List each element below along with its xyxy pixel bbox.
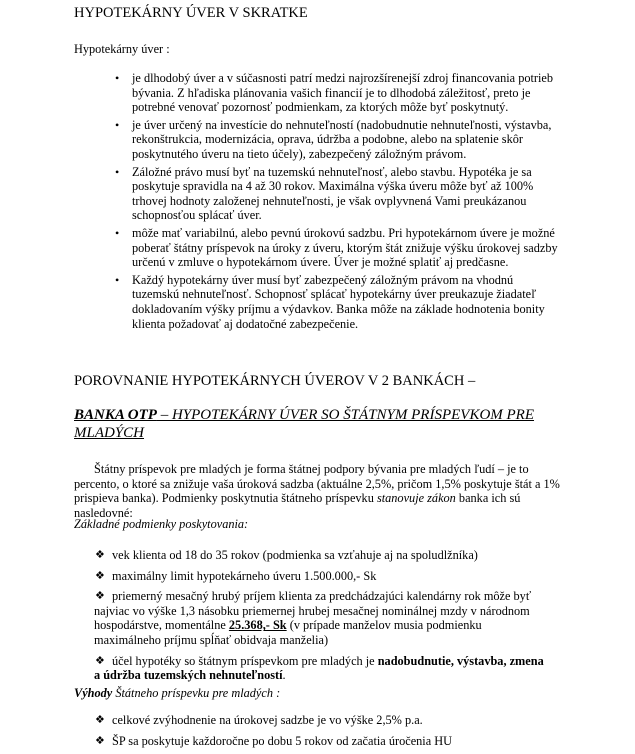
- list-item: • je dlhodobý úver a v súčasnosti patrí medzi najrozšírenejší zdroj financovania potrieb bývania. Z hľadiska plánovania vašich financií je to dlhodobá záležitosť, preto je potrebné venovať pozornosť podmienkam, za ktorých môže byť poskytnutý.: [0, 71, 562, 115]
- diamond-arrow-icon: ❖: [95, 713, 105, 726]
- condition-text: priemerný mesačný hrubý príjem klienta za predchádzajúci kalendárny rok môže byť najviac vo výške 1,3 násobku priemernej hrubej mesačnej nominálnej mzdy v národnom hospodárstve, momentálne: [94, 589, 532, 633]
- paragraph-text-a: Štátny príspevok pre mladých je forma štátnej podpory bývania pre mladých ľudí – je to percento, o ktoré sa znižuje vaša úroková sadzba (aktuálne 2,5%, pričom 1,5% poskytuje štát a 1% prispieva banka). Podmienky poskytnutia štátneho príspevku: [74, 462, 560, 506]
- list-item: • Každý hypotekárny úver musí byť zabezpečený záložným právom na vhodnú tuzemskú nehnuteľnosť. Schopnosť splácať hypotekárny úver preukazuje žiadateľ dokladovaním výšky príjmu a výdavkov. Banka môže na základe hodnotenia bonity klienta požadovať aj dodatočné zabezpečenie.: [0, 273, 562, 331]
- list-item: [0, 548, 565, 563]
- list-item: • Záložné právo musí byť na tuzemskú nehnuteľnosť, alebo stavbu. Hypotéka je sa poskytuje spravidla na 4 až 30 rokov. Maximálna výška úveru môže byť až 100% trhovej hodnoty založenej nehnuteľnosti, je však ovplyvnená Vami preukázanou schopnosťou splácať úver.: [0, 165, 562, 223]
- benefits-label-bold: Výhody: [74, 686, 113, 700]
- list-item: • môže mať variabilnú, alebo pevnú úrokovú sadzbu. Pri hypotekárnom úvere je možné poberať štátny príspevok na úroky z úveru, ktorým štát znižuje výšku úrokovej sadzby určenú v zmluve o hypotekárnom úvere. Úver je možné splatiť aj predčasne.: [0, 226, 562, 270]
- income-limit-value: 25.368,- Sk: [228, 618, 287, 633]
- list-item: [0, 654, 547, 683]
- list-item: • je úver určený na investície do nehnuteľností (nadobudnutie nehnuteľnosti, výstavba, rekonštrukcia, modernizácia, oprava, údržba a podobne, alebo na splatenie skôr poskytnutého úveru na tieto účely), zabezpečený záložným právom.: [0, 118, 562, 162]
- bank-heading: [74, 406, 554, 442]
- document-title: HYPOTEKÁRNY ÚVER V SKRATKE: [74, 5, 308, 21]
- list-item: [0, 734, 565, 749]
- bank-heading-rest: – HYPOTEKÁRNY ÚVER SO ŠTÁTNYM PRÍSPEVKOM PRE MLADÝCH: [74, 407, 535, 441]
- list-item: [0, 589, 547, 647]
- benefits-list: [0, 713, 635, 754]
- condition-text: (v prípade manželov musia podmienku maximálneho príjmu spĺňať obidvaja manželia): [94, 618, 482, 647]
- benefits-label-rest: Štátneho príspevku pre mladých :: [112, 686, 281, 700]
- benefit-text: celkové zvýhodnenie na úrokovej sadzbe je vo výške 2,5% p.a.: [112, 713, 423, 727]
- bank-name: BANKA OTP: [74, 407, 157, 423]
- definition-list: [0, 71, 635, 334]
- condition-text: vek klienta od 18 do 35 rokov (podmienka sa vzťahuje aj na spoludlžníka): [112, 548, 478, 562]
- diamond-arrow-icon: ❖: [95, 589, 105, 603]
- purpose-bold: nadobudnutie, výstavba, zmena a údržba tuzemských nehnuteľností: [94, 653, 544, 683]
- conditions-list: [0, 548, 635, 683]
- section-title: POROVNANIE HYPOTEKÁRNYCH ÚVEROV V 2 BANKÁCH –: [74, 373, 476, 389]
- diamond-arrow-icon: ❖: [95, 568, 105, 582]
- diamond-arrow-icon: ❖: [95, 733, 105, 747]
- paragraph-italic: stanovuje zákon: [376, 491, 456, 506]
- benefits-label: [74, 686, 280, 701]
- diamond-arrow-icon: ❖: [95, 653, 105, 667]
- condition-text: .: [282, 668, 286, 683]
- list-item: [0, 713, 565, 728]
- benefit-text: ŠP sa poskytuje každoročne po dobu 5 rokov od začatia úročenia HU: [112, 733, 453, 748]
- intro-label: Hypotekárny úver :: [74, 42, 170, 56]
- conditions-label: Základné podmienky poskytovania:: [74, 517, 249, 531]
- list-item: [0, 569, 565, 584]
- diamond-arrow-icon: ❖: [95, 548, 105, 561]
- condition-text: maximálny limit hypotekárneho úveru 1.500.000,- Sk: [112, 568, 377, 583]
- intro-paragraph: [74, 462, 564, 520]
- condition-text: účel hypotéky so štátnym príspevkom pre mladých je: [112, 653, 378, 668]
- paragraph-text-b: banka ich sú nasledovné:: [74, 491, 521, 520]
